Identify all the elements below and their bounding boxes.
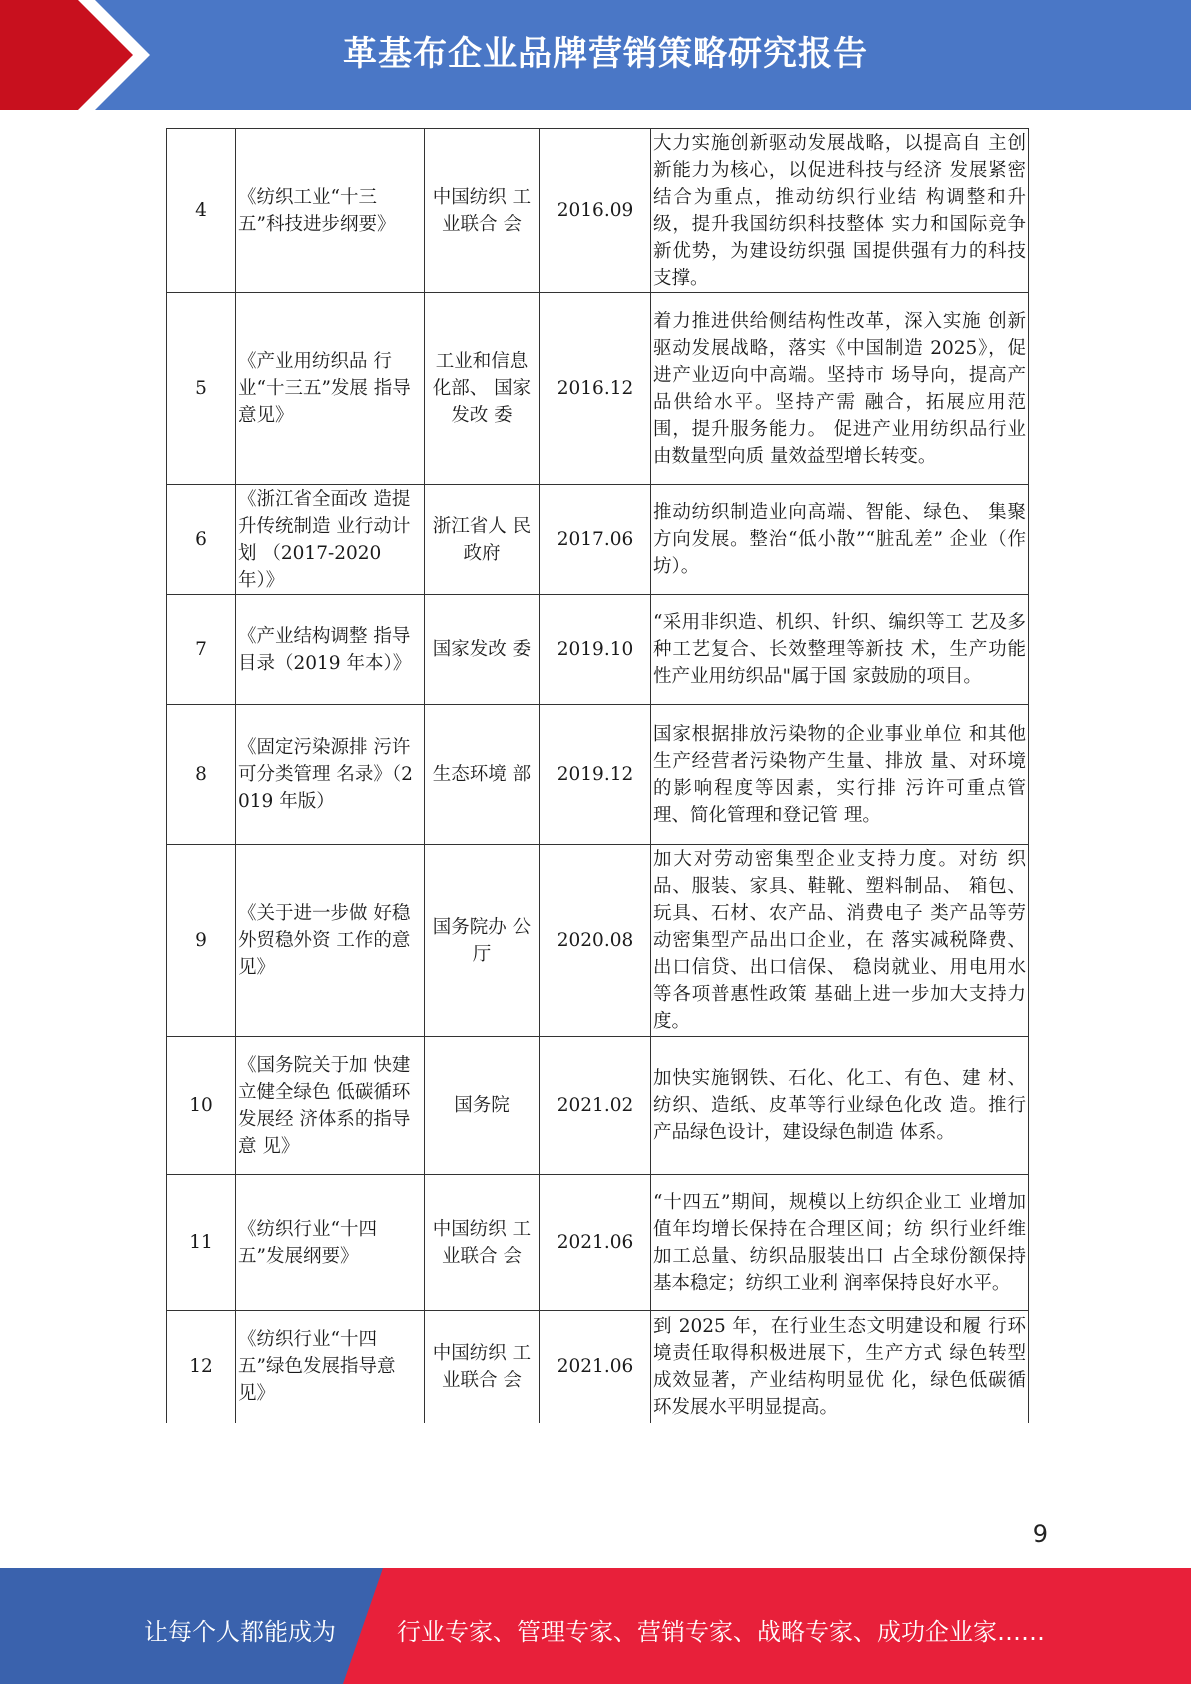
policy-name: 《关于进一步做 好稳外贸稳外资 工作的意见》 [236,845,425,1037]
issue-date: 2021.06 [540,1175,651,1311]
row-number: 8 [167,705,236,845]
footer-slogan-left: 让每个人都能成为 [144,1618,336,1646]
policy-table [166,128,1029,1423]
policy-name: 《纺织行业“十四五”发展纲要》 [236,1175,425,1311]
issue-date: 2019.10 [540,595,651,705]
policy-name: 《纺织工业“十三 五”科技进步纲要》 [236,129,425,293]
issue-date: 2019.12 [540,705,651,845]
issue-date: 2021.06 [540,1311,651,1423]
issuing-org: 浙江省人 民政府 [425,485,540,595]
policy-description: 加大对劳动密集型企业支持力度。对纺 织品、服装、家具、鞋靴、塑料制品、 箱包、玩具、石材、农产品、消费电子 类产品等劳动密集型产品出口企业，在 落实减税降费、出口信贷、出口信保、 稳岗就业、用电用水等各项普惠性政策 基础上进一步加大支持力度。 [651,845,1029,1037]
row-number: 10 [167,1037,236,1175]
issuing-org: 中国纺织 工业联合 会 [425,1311,540,1423]
page-header [0,0,1191,110]
policy-name: 《产业用纺织品 行业“十三五”发展 指导意见》 [236,293,425,485]
report-title: 革基布企业品牌营销策略研究报告 [343,34,868,74]
issuing-org: 国务院 [425,1037,540,1175]
issuing-org: 中国纺织 工业联合 会 [425,1175,540,1311]
table-row [167,595,1029,705]
issuing-org: 工业和信息化部、 国家发改 委 [425,293,540,485]
table-row [167,1175,1029,1311]
row-number: 6 [167,485,236,595]
issue-date: 2021.02 [540,1037,651,1175]
policy-description: 大力实施创新驱动发展战略，以提高自 主创新能力为核心，以促进科技与经济 发展紧密结合为重点，推动纺织行业结 构调整和升级，提升我国纺织科技整体 实力和国际竞争新优势，为建设纺织强 国提供强有力的科技支撑。 [651,129,1029,293]
row-number: 9 [167,845,236,1037]
issue-date: 2020.08 [540,845,651,1037]
table-row [167,485,1029,595]
policy-name: 《纺织行业“十四五”绿色发展指导意见》 [236,1311,425,1423]
policy-name: 《浙江省全面改 造提升传统制造 业行动计划 （2017-2020 年）》 [236,485,425,595]
policy-description: “采用非织造、机织、针织、编织等工 艺及多种工艺复合、长效整理等新技 术，生产功能性产业用纺织品"属于国 家鼓励的项目。 [651,595,1029,705]
row-number: 11 [167,1175,236,1311]
table-row [167,1037,1029,1175]
issuing-org: 国务院办 公厅 [425,845,540,1037]
policy-description: 着力推进供给侧结构性改革，深入实施 创新驱动发展战略，落实《中国制造 2025》，促进产业迈向中高端。坚持市 场导向，提高产品供给水平。坚持产需 融合，拓展应用范围，提升服务能力。 促进产业用纺织品行业由数量型向质 量效益型增长转变。 [651,293,1029,485]
table-row [167,1311,1029,1423]
row-number: 12 [167,1311,236,1423]
table-row [167,129,1029,293]
row-number: 5 [167,293,236,485]
table-row [167,293,1029,485]
policy-description: 加快实施钢铁、石化、化工、有色、建 材、纺织、造纸、皮革等行业绿色化改 造。推行产品绿色设计，建设绿色制造 体系。 [651,1037,1029,1175]
issue-date: 2016.12 [540,293,651,485]
policy-name: 《产业结构调整 指导目录（2019 年本）》 [236,595,425,705]
page-number: 9 [1032,1520,1048,1548]
table-row [167,845,1029,1037]
policy-name: 《固定污染源排 污许可分类管理 名录》（2019 年版） [236,705,425,845]
page-footer [0,1568,1191,1684]
policy-name: 《国务院关于加 快建立健全绿色 低碳循环发展经 济体系的指导意 见》 [236,1037,425,1175]
table-row [167,705,1029,845]
issue-date: 2017.06 [540,485,651,595]
row-number: 4 [167,129,236,293]
issuing-org: 国家发改 委 [425,595,540,705]
issue-date: 2016.09 [540,129,651,293]
policy-description: “十四五”期间，规模以上纺织企业工 业增加值年均增长保持在合理区间；纺 织行业纤维加工总量、纺织品服装出口 占全球份额保持基本稳定；纺织工业利 润率保持良好水平。 [651,1175,1029,1311]
footer-slogan-right: 行业专家、管理专家、营销专家、战略专家、成功企业家…… [397,1618,1045,1646]
issuing-org: 中国纺织 工业联合 会 [425,129,540,293]
row-number: 7 [167,595,236,705]
policy-description: 推动纺织制造业向高端、智能、绿色、 集聚方向发展。整治“低小散”“脏乱差” 企业（作坊）。 [651,485,1029,595]
policy-description: 到 2025 年，在行业生态文明建设和履 行环境责任取得积极进展下，生产方式 绿色转型成效显著，产业结构明显优 化，绿色低碳循环发展水平明显提高。 [651,1311,1029,1423]
issuing-org: 生态环境 部 [425,705,540,845]
policy-description: 国家根据排放污染物的企业事业单位 和其他生产经营者污染物产生量、排放 量、对环境的影响程度等因素，实行排 污许可重点管理、简化管理和登记管 理。 [651,705,1029,845]
